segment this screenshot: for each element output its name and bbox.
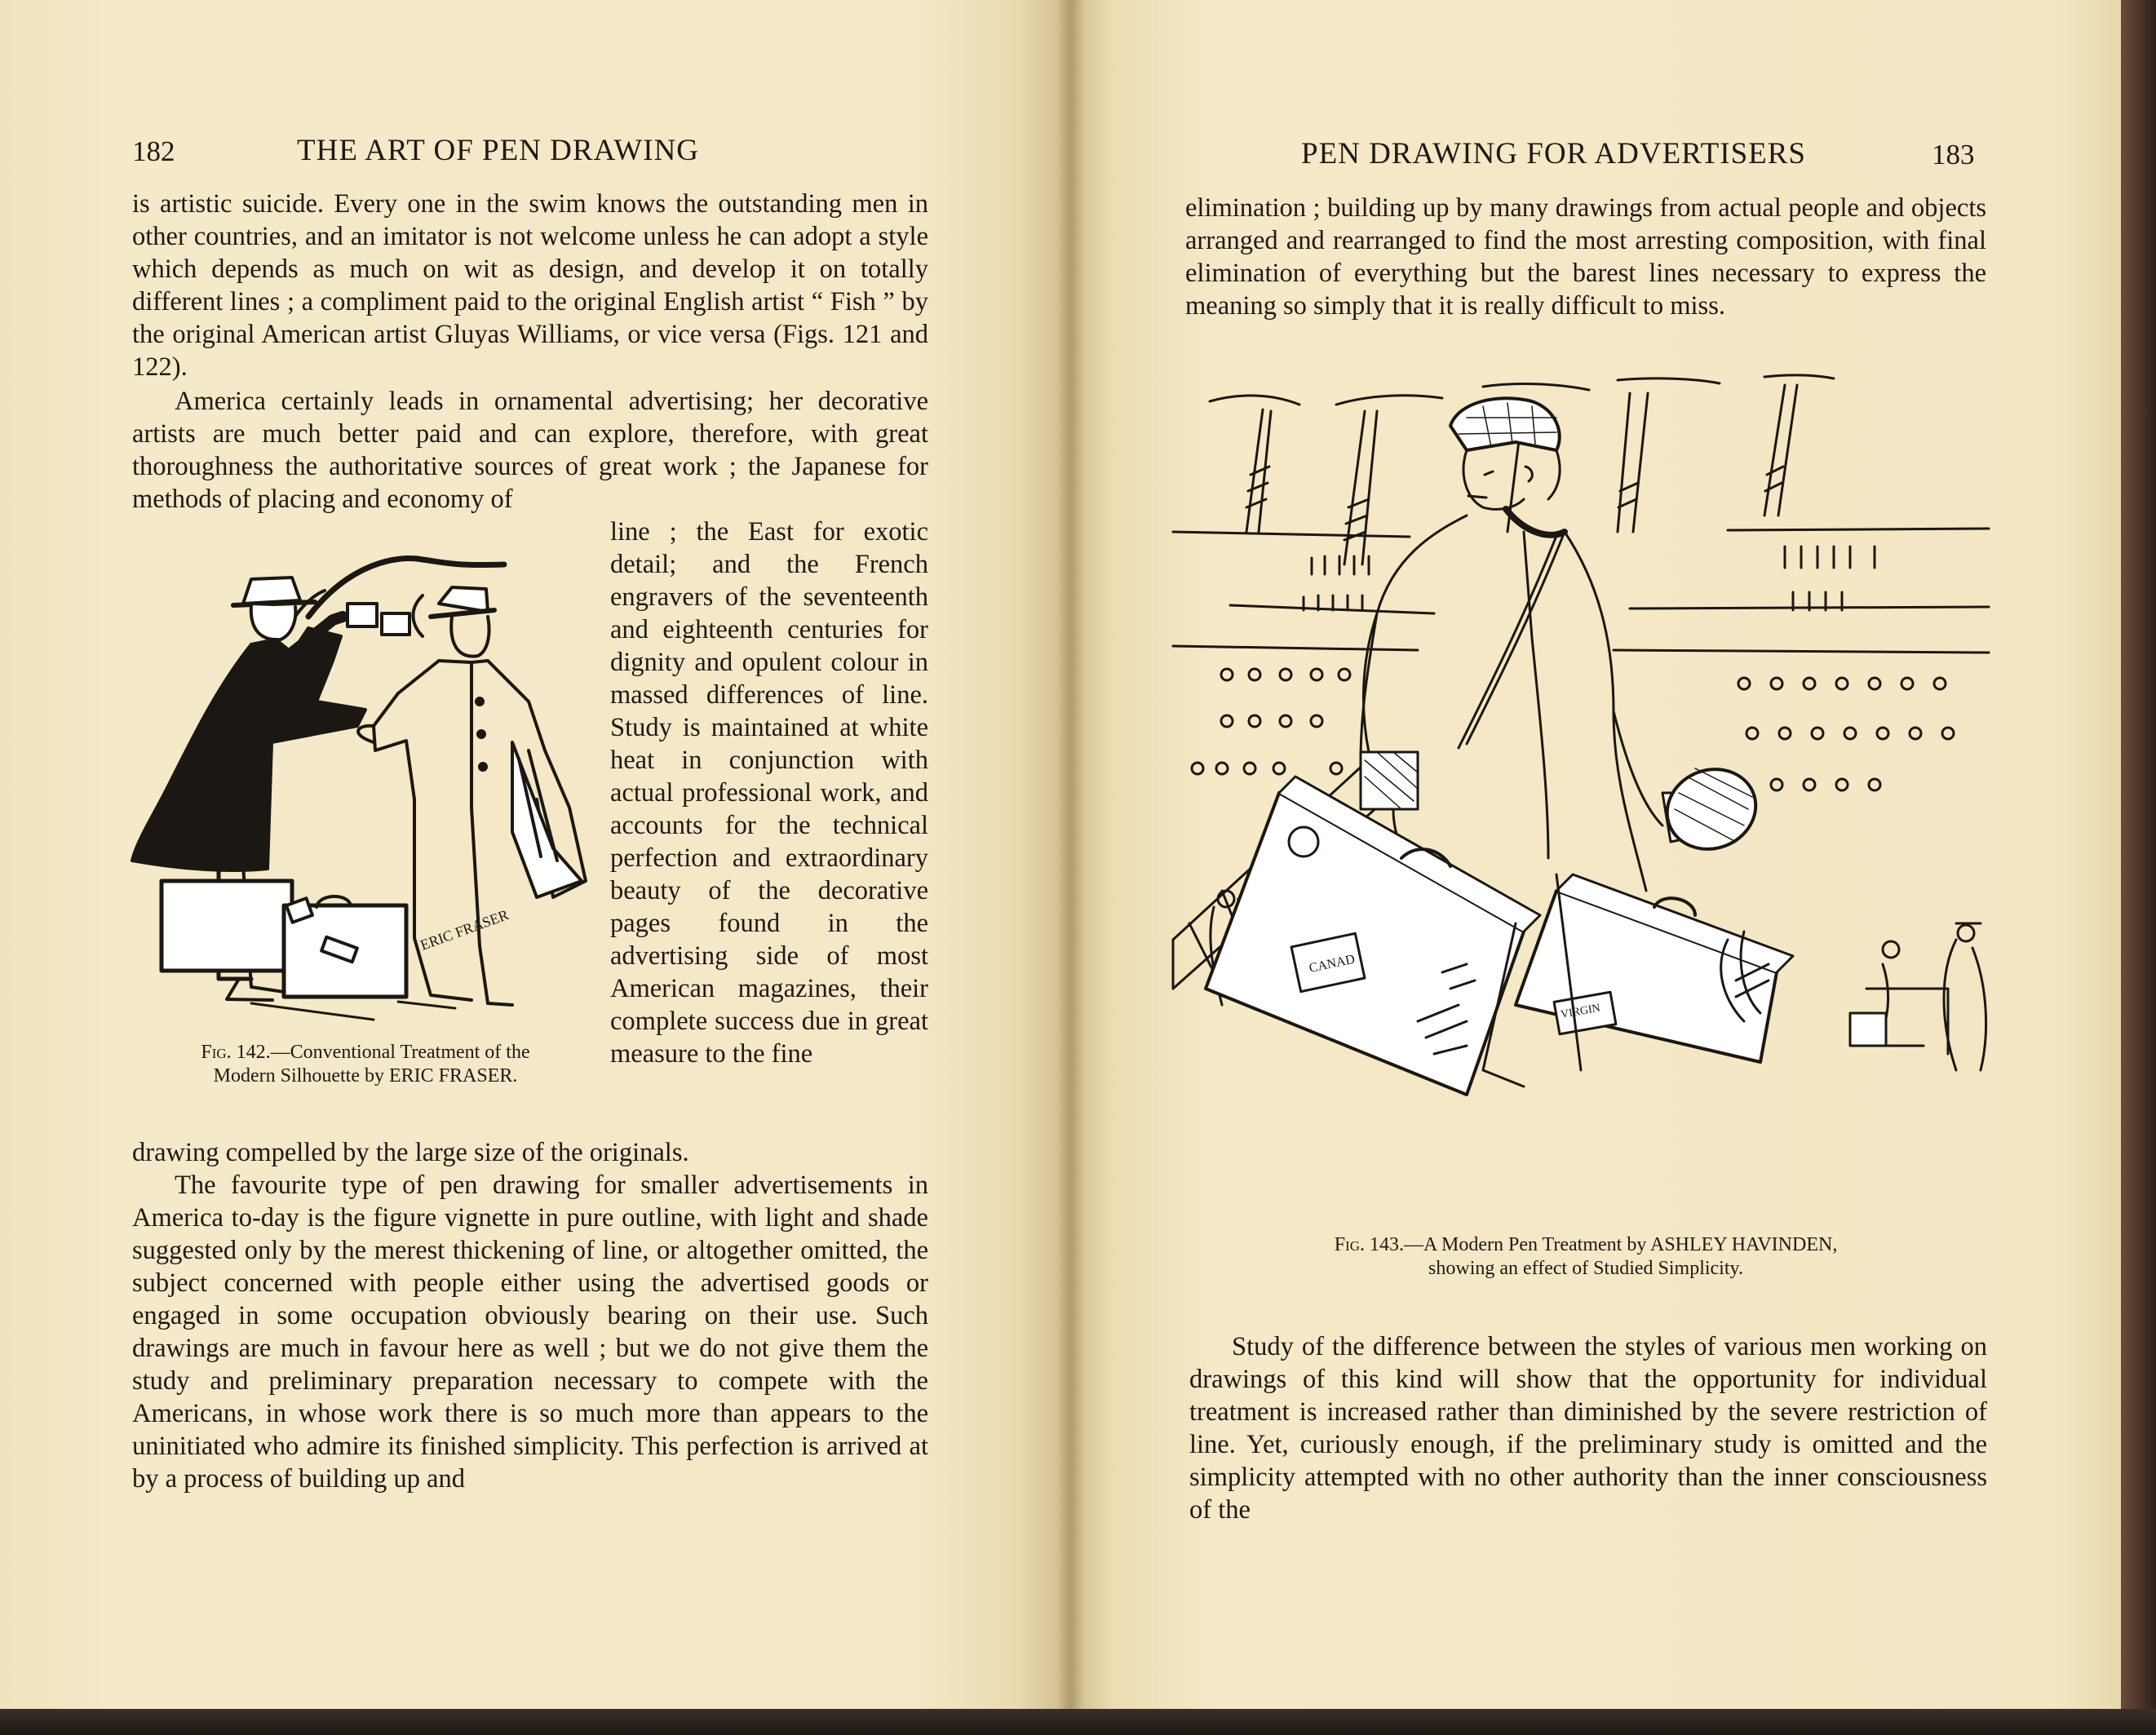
fig-142-caption <box>137 1041 594 1088</box>
page-number-left: 182 <box>132 135 175 167</box>
fig-143-caption <box>1185 1233 1986 1281</box>
fig-143-luggage-label-2: VIRGIN <box>1560 1002 1601 1021</box>
book-gutter <box>1057 0 1085 1709</box>
fig-142-label: Fig. 142. <box>201 1042 271 1063</box>
right-page <box>1070 0 2139 1709</box>
fig-142-signature: ERIC FRASER <box>418 906 511 954</box>
fig-143-label: Fig. 143. <box>1334 1234 1404 1255</box>
page-number-right: 183 <box>1932 139 1975 170</box>
book-bottom-edge <box>0 1709 2156 1735</box>
left-paragraph-3: The favourite type of pen drawing for smaller advertisements in America to-day is the figure vignette in pure outline, with light and shade suggested only by the merest thickening of line, or altogether omitted, the subject concerned with people either using the advertised goods or engaged in some occupation obviously bearing on their use. Such drawings are much in favour here as well ; but we do not give them the study and preliminary preparation necessary to compete with the Americans, in whose work there is so much more than appears to the uninitiated who admire its finished simplicity. This perfection is arrived at by a process of building up and <box>132 1171 928 1494</box>
left-paragraph-2-start: America certainly leads in ornamental advertising; her decorative artists are much better paid and can explore, therefore, with great thoroughness the authoritative sources of great work ; the Japanese for methods of placing and economy of <box>132 387 928 514</box>
fig-143-caption-line2: showing an effect of Studied Simplicity. <box>1428 1258 1743 1279</box>
fig-142-caption-line2: Modern Silhouette by ERIC FRASER. <box>213 1065 518 1087</box>
right-paragraph-2: Study of the difference between the styles of various men working on drawings of this kind will show that the opportunity for individual treatment is increased rather than diminished by the severe restriction of line. Yet, curiously enough, if the preliminary study is omitted and the simplicity attempted with no other authority than the inner consciousness of the <box>1189 1332 1987 1525</box>
left-page <box>0 0 1070 1709</box>
fig-143-luggage-label-1: CANAD <box>1308 952 1357 976</box>
fig-142-illustration <box>129 538 594 1028</box>
left-paragraph-1: is artistic suicide. Every one in the swim knows the outstanding men in other countries, and an imitator is not welcome unless he can adopt a style which depends as much on wit as design, and develop it on totally different lines ; a compliment paid to the original English artist “ Fish ” by the original American artist Gluyas Williams, or vice versa (Figs. 121 and 122). <box>132 189 928 382</box>
book-cover-edge <box>2121 0 2156 1735</box>
left-paragraph-2-end: drawing compelled by the large size of the originals. <box>132 1138 689 1167</box>
fig-143-caption-line1: —A Modern Pen Treatment by ASHLEY HAVINDEN, <box>1403 1234 1838 1255</box>
left-paragraph-2-side-column: line ; the East for exotic detail; and the French engravers of the seventeenth and eighteenth centuries for dignity and opulent colour in massed differences of line. Study is maintained at white heat in conjunction with actual professional work, and accounts for the technical perfection and extraordinary beauty of the decorative pages found in the advertising side of most American magazines, their complete success due in great measure to the fine <box>610 517 928 1069</box>
running-head-right: PEN DRAWING FOR ADVERTISERS <box>1301 137 1806 170</box>
running-head-left: THE ART OF PEN DRAWING <box>297 134 700 167</box>
fig-143-illustration <box>1173 369 2005 1217</box>
fig-142-caption-line1: —Conventional Treatment of the <box>270 1042 530 1063</box>
right-paragraph-1: elimination ; building up by many drawings from actual people and objects arranged and rearranged to find the most arresting composition, with final elimination of everything but the barest lines necessary to express the meaning so simply that it is really difficult to miss. <box>1185 193 1986 321</box>
